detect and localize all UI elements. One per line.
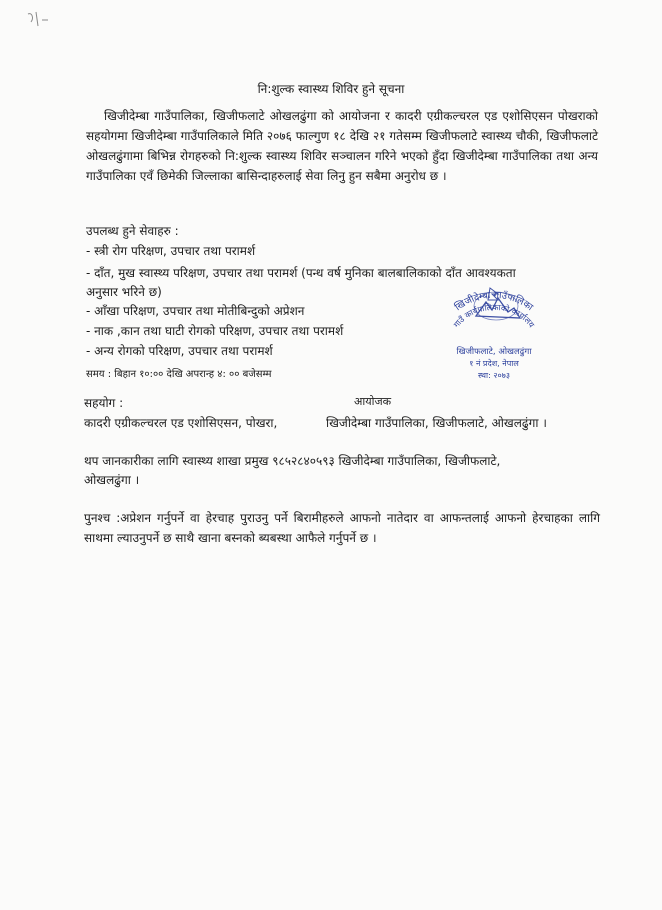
- organizer-name: खिजीदेम्बा गाउँपालिका, खिजीफलाटे, ओखलढुंगा ।: [326, 416, 547, 430]
- services-heading: उपलब्ध हुने सेवाहरु :: [86, 224, 179, 238]
- intro-paragraph: खिजीदेम्बा गाउँपालिका, खिजीफलाटे ओखलढुंगा को आयोजना र कादरी एग्रीकल्चरल एड एशोसिएसन पोखराको सहयोगमा खिजीदेम्बा गाउँपालिकाले मिति २०७६ फाल्गुण १८ देखि २१ गतेसम्म खिजीफलाटे स्वास्थ्य चौकी, खिजीफलाटे ओखलढुंगामा बिभिन्न रोगहरुको नि:शुल्क स्वास्थ्य शिविर सञ्चालन गरिने भएको हुँदा खिजीदेम्बा गाउँपालिका तथा अन्य गाउँपालिका एवँ छिमेकी जिल्लाका बासिन्दाहरुलाई सेवा लिनु हुन सबैमा अनुरोध छ ।: [86, 109, 598, 183]
- contact-info: [84, 452, 600, 490]
- page-title: नि:शुल्क स्वास्थ्य शिविर हुने सूचना: [257, 82, 405, 96]
- service-item-eye: - आँखा परिक्षण, उपचार तथा मोतीबिन्दुको अप्रेशन: [86, 304, 305, 318]
- handwritten-mark: [22, 8, 62, 30]
- stamp-line-3: खिजीफलाटे, ओखलढुंगा: [456, 347, 532, 357]
- supporter-label: सहयोग :: [84, 396, 124, 410]
- official-stamp: [432, 282, 556, 388]
- stamp-line-2: गाउँ कार्यपालिकाको कार्यालय: [452, 302, 537, 330]
- stamp-line-1: खिजीदेम्बा गाउँपालिका: [453, 289, 535, 314]
- service-item-gynecology: - स्त्री रोग परिक्षण, उपचार तथा परामर्श: [86, 244, 256, 258]
- supporter-name: कादरी एग्रीकल्चरल एड एशोसिएसन, पोखरा,: [84, 416, 278, 430]
- stamp-line-5: स्था: २०७३: [477, 371, 511, 380]
- contact-line-1: थप जानकारीका लागि स्वास्थ्य शाखा प्रमुख ९८५२८४०५९३ खिजीदेम्बा गाउँपालिका, खिजीफलाटे,: [84, 454, 501, 468]
- organizer-label: आयोजक: [354, 395, 392, 408]
- contact-line-2: ओखलढुंगा ।: [84, 473, 140, 487]
- stamp-line-4: १ नं प्रदेश, नेपाल: [469, 359, 519, 368]
- service-item-ent: - नाक ,कान तथा घाटी रोगको परिक्षण, उपचार तथा परामर्श: [86, 324, 344, 338]
- service-item-other: - अन्य रोगको परिक्षण, उपचार तथा परामर्श: [86, 344, 273, 358]
- time-note: समय : बिहान १०:०० देखि अपरान्ह ४: ०० बजेसम्म: [86, 369, 272, 380]
- service-item-dental-cont: अनुसार भरिने छ): [86, 285, 162, 299]
- postscript: पुनश्च :अप्रेशन गर्नुपर्ने वा हेरचाह पुराउनु पर्ने बिरामीहरुले आफनो नातेदार वा आफन्तलाई आफनो हेरचाहका लागि साथमा ल्याउनुपर्ने छ साथै खाना बस्नको ब्यबस्था आफैले गर्नुपर्ने छ ।: [84, 511, 600, 545]
- service-item-dental: - दाँत, मुख स्वास्थ्य परिक्षण, उपचार तथा परामर्श (पन्ध वर्ष मुनिका बालबालिकाको दाँत आवश्यकता: [86, 266, 516, 280]
